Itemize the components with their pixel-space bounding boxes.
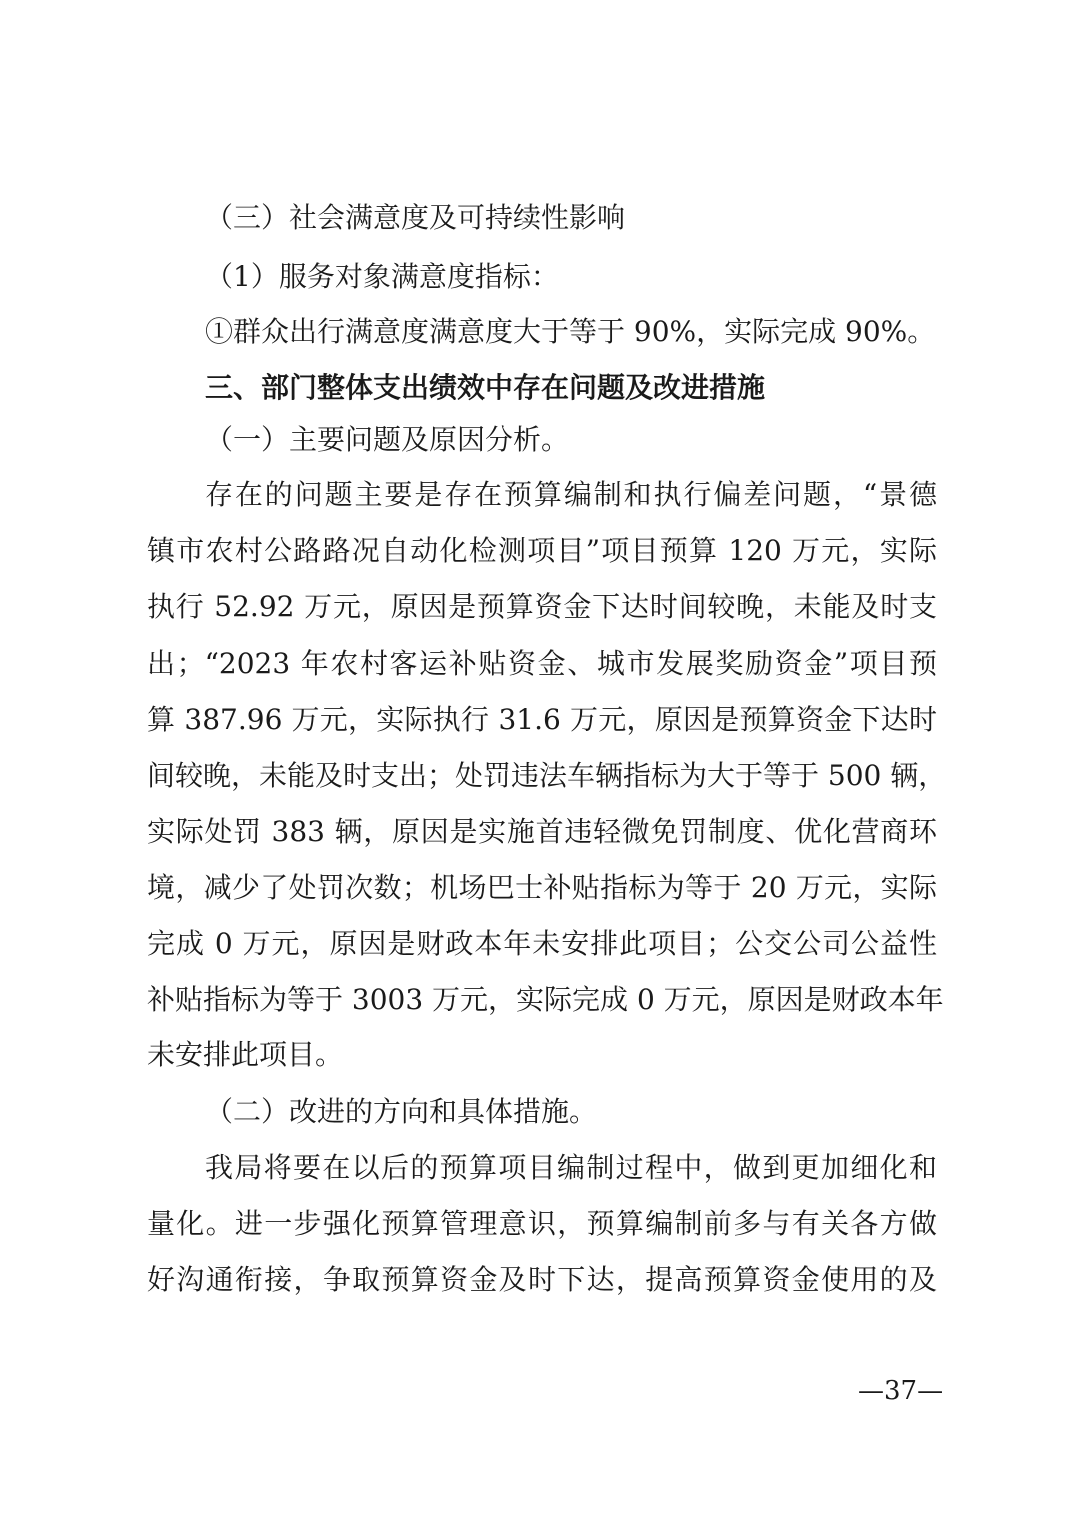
paragraph-line: 镇市农村公路路况自动化检测项目”项目预算 120 万元，实际: [147, 534, 937, 567]
paragraph-line: 补贴指标为等于 3003 万元，实际完成 0 万元，原因是财政本年: [147, 983, 944, 1016]
paragraph-line: 完成 0 万元，原因是财政本年未安排此项目；公交公司公益性: [147, 927, 937, 960]
paragraph-line: 未安排此项目。: [147, 1038, 344, 1071]
paragraph-line: 存在的问题主要是存在预算编制和执行偏差问题，“景德: [205, 478, 937, 511]
paragraph-line: 实际处罚 383 辆，原因是实施首违轻微免罚制度、优化营商环: [147, 815, 937, 848]
section-heading: （三）社会满意度及可持续性影响: [205, 201, 626, 234]
paragraph-line: 出；“2023 年农村客运补贴资金、城市发展奖励资金”项目预: [147, 647, 937, 680]
paragraph-line: 间较晚，未能及时支出；处罚违法车辆指标为大于等于 500 辆，: [147, 759, 947, 792]
page-number: —37—: [858, 1376, 944, 1406]
paragraph-line: 量化。进一步强化预算管理意识，预算编制前多与有关各方做: [147, 1207, 937, 1240]
paragraph-line: 我局将要在以后的预算项目编制过程中，做到更加细化和: [205, 1151, 937, 1184]
paragraph-line: 执行 52.92 万元，原因是预算资金下达时间较晚，未能及时支: [147, 590, 937, 623]
paragraph-line: 境，减少了处罚次数；机场巴士补贴指标为等于 20 万元，实际: [147, 871, 937, 904]
list-item: ①群众出行满意度满意度大于等于 90%，实际完成 90%。: [205, 315, 936, 348]
paragraph-line: 算 387.96 万元，实际执行 31.6 万元，原因是预算资金下达时: [147, 703, 937, 736]
section-heading: （二）改进的方向和具体措施。: [205, 1095, 598, 1128]
chapter-heading: 三、部门整体支出绩效中存在问题及改进措施: [205, 371, 766, 404]
section-heading: （一）主要问题及原因分析。: [205, 423, 570, 456]
paragraph-line: 好沟通衔接，争取预算资金及时下达，提高预算资金使用的及: [147, 1263, 937, 1296]
subsection-heading: （1）服务对象满意度指标：: [205, 260, 559, 293]
